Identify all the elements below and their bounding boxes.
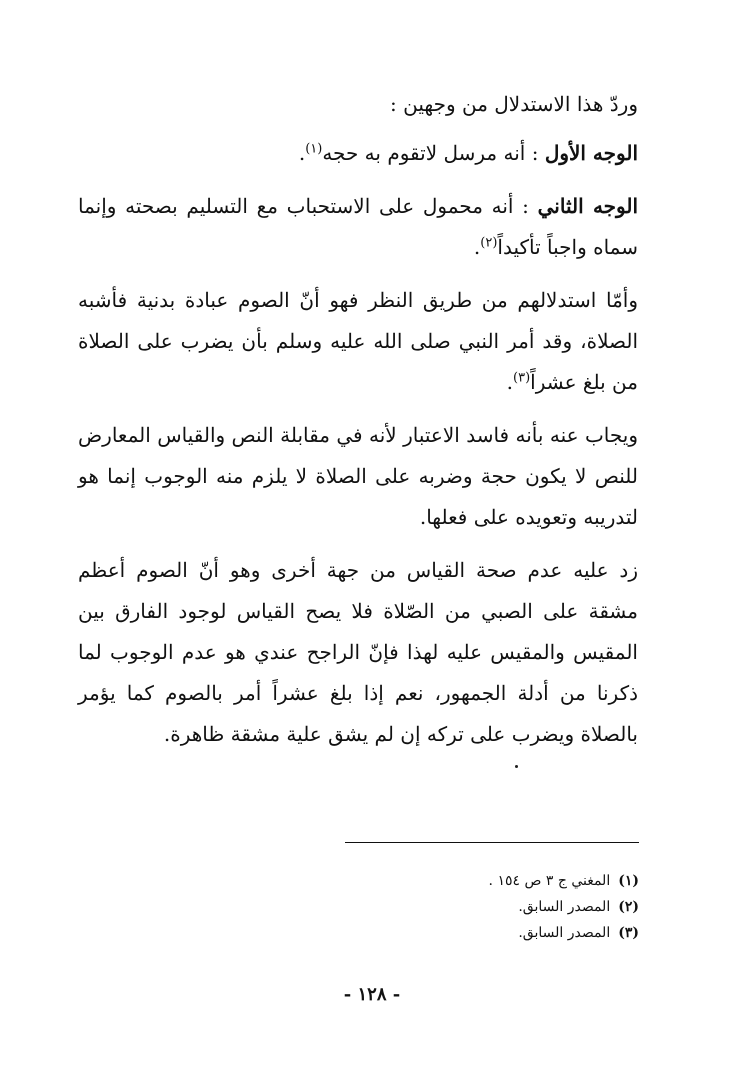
first-aspect-end: . xyxy=(298,141,306,165)
footnote-item xyxy=(300,894,639,920)
footnote-ref-3: (٣) xyxy=(513,370,531,386)
conclusion-text: زد عليه عدم صحة القياس من جهة أخرى وهو أنّ الصوم أعظم مشقة على الصبي من الصّلاة فلا يصح القياس لوجود الفارق بين المقيس والمقيس عليه لهذا فإنّ الراجح عندي هو عدم الوجوب لما ذكرنا من أدلة الجمهور، نعم إذا بلغ عشراً أمر بالصوم كما يؤمر بالصلاة ويضرب على تركه إن لم يشق علية مشقة ظاهرة. xyxy=(78,558,638,746)
reasoning-text: وأمّا استدلالهم من طريق النظر فهو أنّ الصوم عبادة بدنية فأشبه الصلاة، وقد أمر النبي صلى الله عليه وسلم بأن يضرب على الصلاة من بلغ عشراً xyxy=(78,288,638,394)
intro-text: وردّ هذا الاستدلال من وجهين : xyxy=(390,92,638,116)
paragraph-conclusion xyxy=(78,550,638,755)
reasoning-end: . xyxy=(506,370,513,394)
main-text xyxy=(78,84,638,755)
footnote-ref-2: (٢) xyxy=(480,235,498,251)
footnote-text: المغني ج ٣ ص ١٥٤ . xyxy=(488,873,611,889)
response-text: ويجاب عنه بأنه فاسد الاعتبار لأنه في مقابلة النص والقياس المعارض للنص لا يكون حجة وضربه على الصلاة لا يلزم منه الوجوب إنما هو لتدريبه وتعويده على فعلها. xyxy=(78,423,638,529)
footnote-separator xyxy=(345,842,639,843)
stray-mark xyxy=(515,765,518,768)
footnotes xyxy=(300,868,639,946)
page-number: - ١٢٨ - xyxy=(343,984,401,1005)
footnote-number: (١) xyxy=(618,873,639,889)
footnote-item xyxy=(300,868,639,894)
paragraph-intro xyxy=(78,84,638,125)
footnote-number: (٢) xyxy=(618,899,639,915)
paragraph-reasoning xyxy=(78,280,638,403)
second-aspect-label: الوجه الثاني xyxy=(537,194,639,218)
second-aspect-text: : أنه محمول على الاستحباب مع التسليم بصحته وإنما سماه واجباً تأكيداً xyxy=(78,194,638,259)
footnote-item xyxy=(300,920,639,946)
footnote-text: المصدر السابق. xyxy=(518,899,611,915)
footnote-text: المصدر السابق. xyxy=(518,925,611,941)
footnote-number: (٣) xyxy=(618,925,639,941)
second-aspect-end: . xyxy=(473,235,481,259)
first-aspect-label: الوجه الأول xyxy=(544,141,638,165)
paragraph-first-aspect xyxy=(78,133,638,174)
footnote-ref-1: (١) xyxy=(305,141,323,157)
paragraph-second-aspect xyxy=(78,186,638,268)
first-aspect-text: : أنه مرسل لاتقوم به حجه xyxy=(322,141,539,165)
paragraph-response xyxy=(78,415,638,538)
